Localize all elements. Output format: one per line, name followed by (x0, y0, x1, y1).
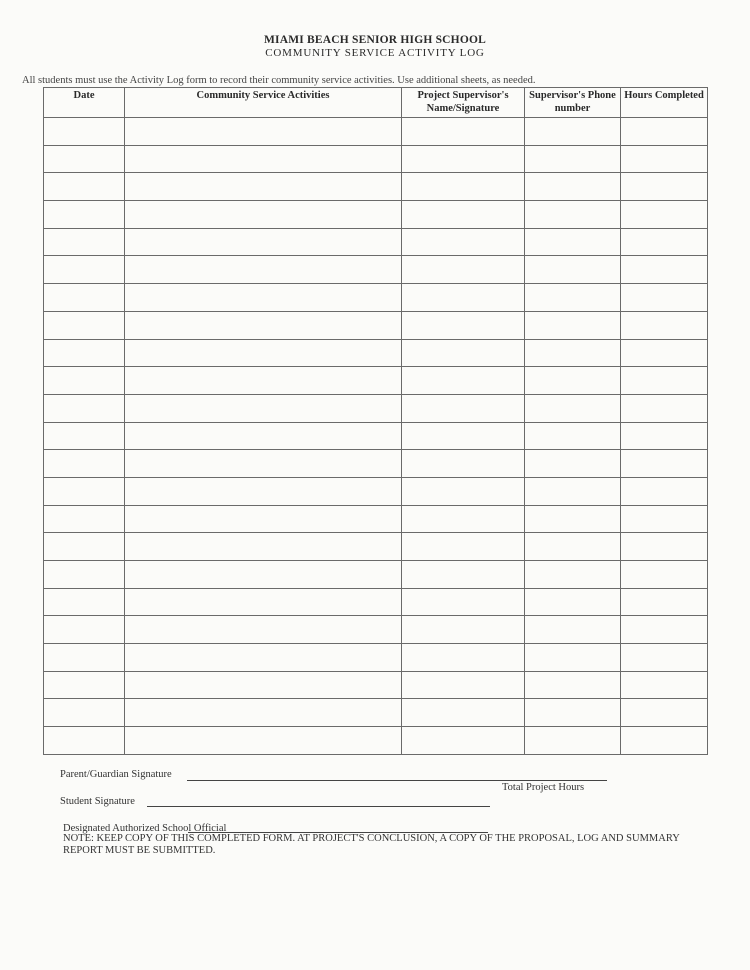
table-row (44, 561, 708, 589)
parent-signature-label: Parent/Guardian Signature (60, 769, 172, 780)
activity-cell[interactable] (125, 616, 402, 644)
hours-cell[interactable] (621, 145, 708, 173)
phone-cell[interactable] (525, 699, 621, 727)
table-row (44, 173, 708, 201)
activity-cell[interactable] (125, 118, 402, 146)
column-header-phone: Supervisor's Phone number (525, 88, 621, 118)
activity-cell[interactable] (125, 228, 402, 256)
table-row (44, 256, 708, 284)
date-cell[interactable] (44, 367, 125, 395)
hours-cell[interactable] (621, 394, 708, 422)
phone-cell[interactable] (525, 228, 621, 256)
supervisor-cell[interactable] (402, 616, 525, 644)
hours-cell[interactable] (621, 505, 708, 533)
activity-cell[interactable] (125, 201, 402, 229)
date-cell[interactable] (44, 256, 125, 284)
hours-cell[interactable] (621, 173, 708, 201)
hours-cell[interactable] (621, 727, 708, 755)
supervisor-cell[interactable] (402, 477, 525, 505)
date-cell[interactable] (44, 422, 125, 450)
date-cell[interactable] (44, 339, 125, 367)
supervisor-cell[interactable] (402, 394, 525, 422)
date-cell[interactable] (44, 118, 125, 146)
hours-cell[interactable] (621, 561, 708, 589)
activity-log-table (43, 87, 708, 755)
supervisor-cell[interactable] (402, 561, 525, 589)
supervisor-cell[interactable] (402, 145, 525, 173)
hours-cell[interactable] (621, 228, 708, 256)
phone-cell[interactable] (525, 394, 621, 422)
student-signature-label: Student Signature (60, 796, 135, 807)
date-cell[interactable] (44, 533, 125, 561)
table-body (44, 118, 708, 755)
hours-cell[interactable] (621, 201, 708, 229)
phone-cell[interactable] (525, 505, 621, 533)
phone-cell[interactable] (525, 367, 621, 395)
supervisor-cell[interactable] (402, 671, 525, 699)
hours-cell[interactable] (621, 311, 708, 339)
supervisor-cell[interactable] (402, 727, 525, 755)
column-header-supervisor: Project Supervisor's Name/Signature (402, 88, 525, 118)
date-cell[interactable] (44, 505, 125, 533)
date-cell[interactable] (44, 588, 125, 616)
supervisor-cell[interactable] (402, 644, 525, 672)
supervisor-cell[interactable] (402, 339, 525, 367)
table-row (44, 145, 708, 173)
supervisor-cell[interactable] (402, 422, 525, 450)
supervisor-cell[interactable] (402, 256, 525, 284)
activity-cell[interactable] (125, 699, 402, 727)
hours-cell[interactable] (621, 284, 708, 312)
date-cell[interactable] (44, 561, 125, 589)
supervisor-cell[interactable] (402, 228, 525, 256)
activity-cell[interactable] (125, 145, 402, 173)
phone-cell[interactable] (525, 477, 621, 505)
date-cell[interactable] (44, 727, 125, 755)
activity-cell[interactable] (125, 173, 402, 201)
school-name: MIAMI BEACH SENIOR HIGH SCHOOL (264, 34, 486, 46)
table-row (44, 477, 708, 505)
supervisor-cell[interactable] (402, 505, 525, 533)
activity-cell[interactable] (125, 339, 402, 367)
hours-cell[interactable] (621, 699, 708, 727)
official-signature-label: Designated Authorized School Official (63, 823, 227, 834)
submission-note: NOTE: KEEP COPY OF THIS COMPLETED FORM. AT PROJECT'S CONCLUSION, A COPY OF THE PROPOSAL, LOG AND SUMMARY REPORT MUST BE SUBMITTED. (63, 833, 680, 856)
table-row (44, 616, 708, 644)
activity-cell[interactable] (125, 533, 402, 561)
hours-cell[interactable] (621, 450, 708, 478)
supervisor-cell[interactable] (402, 533, 525, 561)
phone-cell[interactable] (525, 644, 621, 672)
date-cell[interactable] (44, 173, 125, 201)
phone-cell[interactable] (525, 671, 621, 699)
hours-cell[interactable] (621, 256, 708, 284)
table-row (44, 394, 708, 422)
supervisor-cell[interactable] (402, 367, 525, 395)
activity-cell[interactable] (125, 644, 402, 672)
phone-cell[interactable] (525, 561, 621, 589)
table-row (44, 450, 708, 478)
activity-cell[interactable] (125, 284, 402, 312)
hours-cell[interactable] (621, 533, 708, 561)
date-cell[interactable] (44, 644, 125, 672)
phone-cell[interactable] (525, 201, 621, 229)
activity-cell[interactable] (125, 311, 402, 339)
phone-cell[interactable] (525, 450, 621, 478)
supervisor-cell[interactable] (402, 699, 525, 727)
activity-cell[interactable] (125, 561, 402, 589)
activity-cell[interactable] (125, 256, 402, 284)
table-row (44, 422, 708, 450)
phone-cell[interactable] (525, 311, 621, 339)
phone-cell[interactable] (525, 616, 621, 644)
supervisor-cell[interactable] (402, 311, 525, 339)
activity-cell[interactable] (125, 477, 402, 505)
table-row (44, 367, 708, 395)
activity-cell[interactable] (125, 505, 402, 533)
date-cell[interactable] (44, 616, 125, 644)
phone-cell[interactable] (525, 256, 621, 284)
phone-cell[interactable] (525, 145, 621, 173)
supervisor-cell[interactable] (402, 201, 525, 229)
phone-cell[interactable] (525, 533, 621, 561)
hours-cell[interactable] (621, 367, 708, 395)
table-row (44, 201, 708, 229)
supervisor-cell[interactable] (402, 284, 525, 312)
phone-cell[interactable] (525, 339, 621, 367)
phone-cell[interactable] (525, 173, 621, 201)
table-row (44, 671, 708, 699)
intro-text: All students must use the Activity Log form to record their community service activities. Use additional sheets, as needed. (22, 75, 536, 86)
hours-cell[interactable] (621, 644, 708, 672)
hours-cell[interactable] (621, 671, 708, 699)
table-row (44, 118, 708, 146)
phone-cell[interactable] (525, 118, 621, 146)
activity-cell[interactable] (125, 588, 402, 616)
supervisor-cell[interactable] (402, 118, 525, 146)
supervisor-cell[interactable] (402, 588, 525, 616)
hours-cell[interactable] (621, 422, 708, 450)
table-row (44, 311, 708, 339)
total-hours-label: Total Project Hours (502, 782, 585, 793)
date-cell[interactable] (44, 450, 125, 478)
table-row (44, 644, 708, 672)
table-header-row (44, 88, 708, 118)
table-row (44, 699, 708, 727)
table-row (44, 533, 708, 561)
supervisor-cell[interactable] (402, 173, 525, 201)
activity-cell[interactable] (125, 394, 402, 422)
table-row (44, 588, 708, 616)
hours-cell[interactable] (621, 616, 708, 644)
phone-cell[interactable] (525, 588, 621, 616)
activity-cell[interactable] (125, 422, 402, 450)
table-row (44, 505, 708, 533)
date-cell[interactable] (44, 477, 125, 505)
date-cell[interactable] (44, 228, 125, 256)
hours-cell[interactable] (621, 588, 708, 616)
date-cell[interactable] (44, 699, 125, 727)
phone-cell[interactable] (525, 284, 621, 312)
date-cell[interactable] (44, 145, 125, 173)
activity-cell[interactable] (125, 367, 402, 395)
table-row (44, 339, 708, 367)
column-header-hours: Hours Completed (621, 88, 708, 118)
date-cell[interactable] (44, 394, 125, 422)
hours-cell[interactable] (621, 118, 708, 146)
table-row (44, 228, 708, 256)
phone-cell[interactable] (525, 727, 621, 755)
hours-cell[interactable] (621, 477, 708, 505)
table-row (44, 727, 708, 755)
activity-cell[interactable] (125, 450, 402, 478)
parent-signature-line[interactable] (187, 780, 607, 781)
activity-cell[interactable] (125, 671, 402, 699)
form-title: COMMUNITY SERVICE ACTIVITY LOG (265, 47, 485, 59)
column-header-activities: Community Service Activities (125, 88, 402, 118)
table-row (44, 284, 708, 312)
column-header-date: Date (44, 88, 125, 118)
student-signature-line[interactable] (147, 806, 490, 807)
activity-cell[interactable] (125, 727, 402, 755)
date-cell[interactable] (44, 284, 125, 312)
supervisor-cell[interactable] (402, 450, 525, 478)
date-cell[interactable] (44, 311, 125, 339)
date-cell[interactable] (44, 201, 125, 229)
hours-cell[interactable] (621, 339, 708, 367)
date-cell[interactable] (44, 671, 125, 699)
phone-cell[interactable] (525, 422, 621, 450)
